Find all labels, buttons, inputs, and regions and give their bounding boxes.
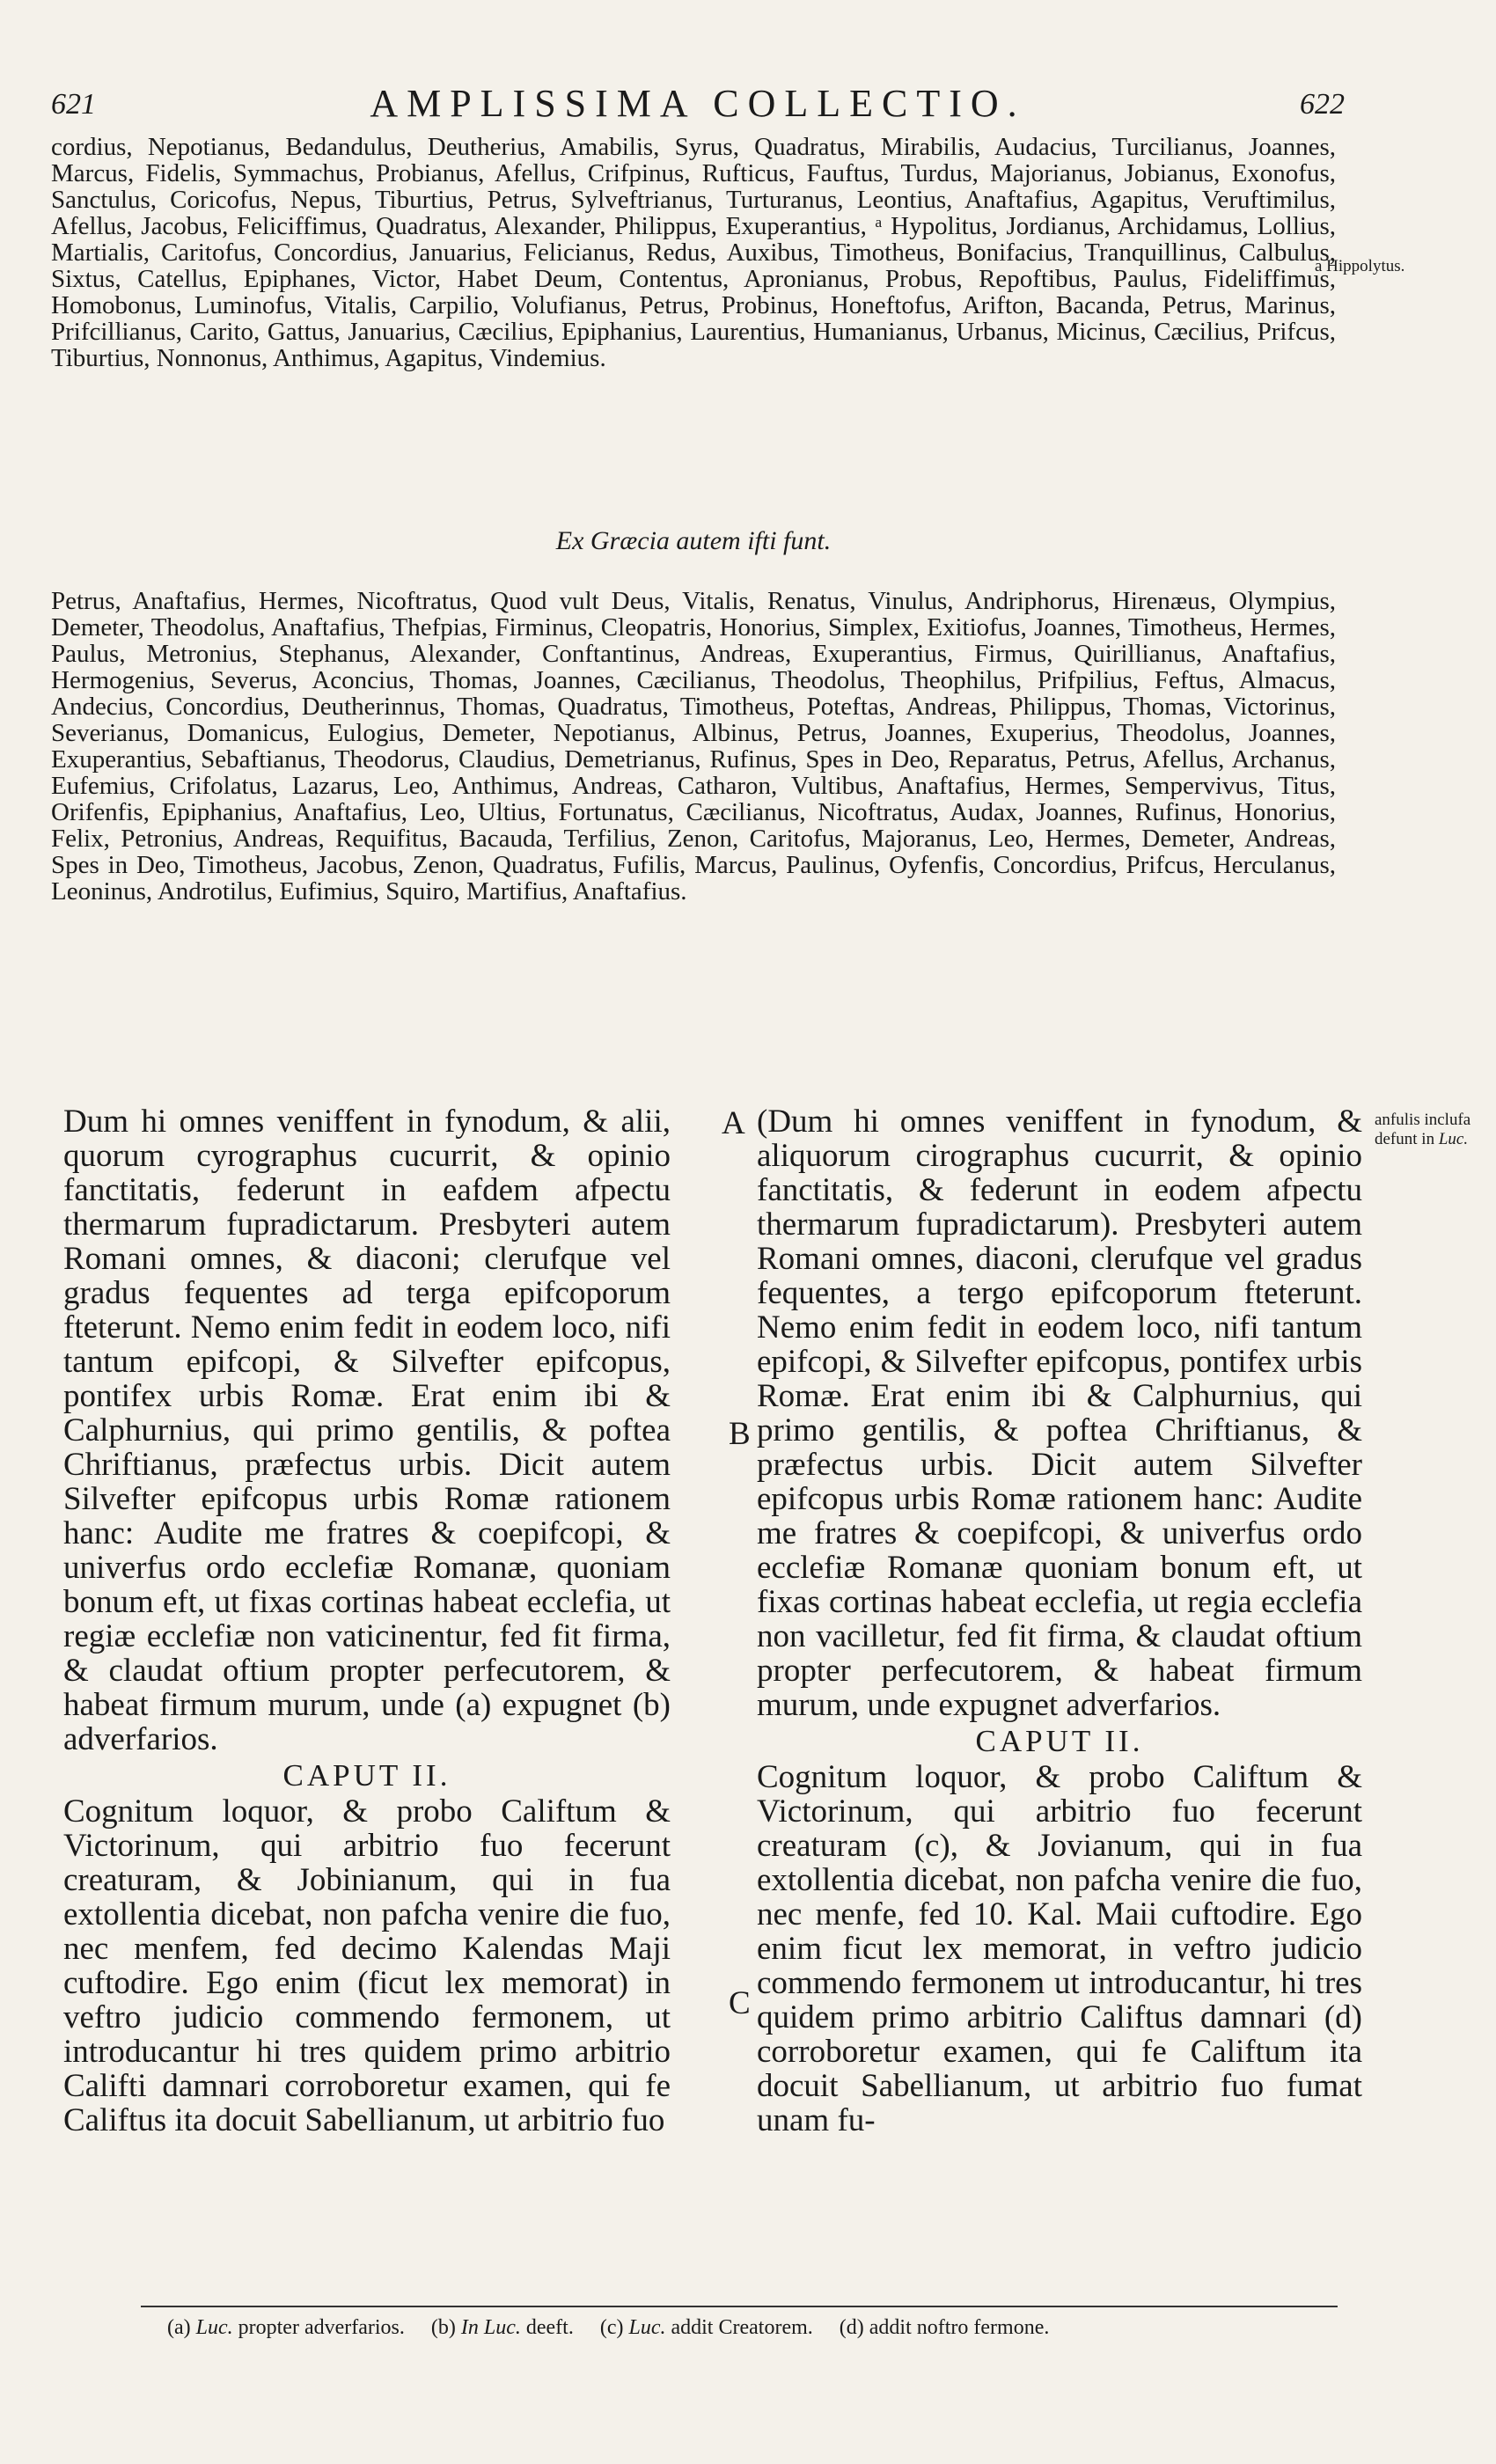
footnote-mark: (c) xyxy=(599,2316,624,2339)
footnote-a xyxy=(167,2316,410,2339)
footnote-c xyxy=(600,2316,818,2339)
margin-note-brackets-text: anfulis inclufa defunt in xyxy=(1375,1111,1471,1148)
footnote-source: Luc. xyxy=(628,2316,666,2339)
footnote-source: Luc. xyxy=(195,2316,233,2339)
footnote-text: addit Creatorem. xyxy=(671,2316,813,2339)
right-column xyxy=(757,1104,1362,2138)
right-page-number: 622 xyxy=(1300,88,1345,121)
footnote-mark: (d) xyxy=(839,2316,864,2339)
page-header xyxy=(51,81,1345,134)
footnotes xyxy=(167,2316,1338,2340)
section-mark-b: B xyxy=(729,1416,751,1452)
footnote-b xyxy=(431,2316,579,2339)
margin-note-brackets-source: Luc. xyxy=(1438,1130,1469,1148)
left-paragraph-2: Cognitum loquor, & probo Califtum & Victorinum, qui arbitrio fuo fecerunt creaturam, & Jobinianum, qui in fua extollentia dicebat, non pafcha venire die fuo, nec menfem, fed decimo Kalendas Maji cuftodire. Ego enim (ficut lex memorat) in veftro judicio commendo fermonem, ut introducantur hi tres quidem primo arbitrio Califti damnari corroboretur examen, qui fe Califtus ita docuit Sabellianum, ut arbitrio fuo xyxy=(63,1793,671,2138)
footnote-mark: (a) xyxy=(167,2316,191,2339)
left-paragraph-1: Dum hi omnes veniffent in fynodum, & alii, quorum cyrographus cucurrit, & opinio fanctitatis, federunt in eafdem afpectu thermarum fupradictarum. Presbyteri autem Romani omnes, & diaconi; clerufque vel gradus fequentes ad terga epifcoporum fteterunt. Nemo enim fedit in eodem loco, nifi tantum epifcopi, & Silvefter epifcopus, pontifex urbis Romæ. Erat enim ibi & Calphurnius, qui primo gentilis, & poftea Chriftianus, præfectus urbis. Dicit autem Silvefter epifcopus urbis Romæ rationem hanc: Audite me fratres & coepifcopi, & univerfus ordo ecclefiæ Romanæ, quoniam bonum eft, ut fixas cortinas habeat ecclefia, ut regiæ ecclefiæ non vaticinentur, fed fit firma, & claudat oftium propter perfecutorem, & habeat firmum murum, unde (a) expugnet (b) adverfarios. xyxy=(63,1104,671,1757)
left-chapter-heading: CAPUT II. xyxy=(282,1758,451,1793)
footnote-source: In Luc. xyxy=(460,2316,521,2339)
footnote-text: propter adverfarios. xyxy=(238,2316,405,2339)
footnote-rule xyxy=(141,2306,1338,2307)
section-mark-c: C xyxy=(729,1985,751,2021)
footnote-text: deeft. xyxy=(525,2316,574,2339)
running-title: AMPLISSIMA COLLECTIO. xyxy=(370,82,1026,125)
footnote-text: addit noftro fermone. xyxy=(869,2316,1050,2339)
left-page-number: 621 xyxy=(51,88,96,121)
latin-signatories-list: cordius, Nepotianus, Bedandulus, Deutherius, Amabilis, Syrus, Quadratus, Mirabilis, Audacius, Turcilianus, Joannes, Marcus, Fidelis, Symmachus, Probianus, Afellus, Crifpinus, Rufticus, Fauftus, Turdus, Majorianus, Jobianus, Exonofus, Sanctulus, Coricofus, Nepus, Tiburtius, Petrus, Sylveftrianus, Turturanus, Leontius, Anaftafius, Agapitus, Veruftimilus, Afellus, Jacobus, Feliciffimus, Quadratus, Alexander, Philippus, Exuperantius, ᵃ Hypolitus, Jordianus, Archidamus, Lollius, Martialis, Caritofus, Concordius, Januarius, Felicianus, Redus, Auxibus, Timotheus, Bonifacius, Tranquillinus, Calbulus, Sixtus, Catellus, Epiphanes, Victor, Habet Deum, Contentus, Apronianus, Probus, Repoftibus, Paulus, Fideliffimus, Homobonus, Luminofus, Vitalis, Carpilio, Volufianus, Petrus, Probinus, Honeftofus, Arifton, Bacanda, Petrus, Marinus, Prifcillianus, Carito, Gattus, Januarius, Cæcilius, Epiphanius, Laurentius, Humanianus, Urbanus, Micinus, Cæcilius, Prifcus, Tiburtius, Nonnonus, Anthimus, Agapitus, Vindemius. xyxy=(51,133,1336,372)
margin-note-brackets xyxy=(1375,1111,1478,1149)
greek-section-heading: Ex Græcia autem ifti funt. xyxy=(555,526,832,555)
margin-note-hippolytus: a Hippolytus. xyxy=(1315,257,1405,275)
section-mark-a: A xyxy=(722,1105,745,1141)
left-column xyxy=(63,1104,671,2138)
footnote-mark: (b) xyxy=(430,2316,456,2339)
right-chapter-heading: CAPUT II. xyxy=(975,1724,1144,1758)
right-paragraph-1: (Dum hi omnes veniffent in fynodum, & aliquorum cirographus cucurrit, & opinio fanctitatis, & federunt in eodem afpectu thermarum fupradictarum). Presbyteri autem Romani omnes, diaconi, clerufque vel gradus fequentes, a tergo epifcoporum fteterunt. Nemo enim fedit in eodem loco, nifi tantum epifcopi, & Silvefter epifcopus, pontifex urbis Romæ. Erat enim ibi & Calphurnius, qui primo gentilis, & poftea Chriftianus, & præfectus urbis. Dicit autem Silvefter epifcopus urbis Romæ rationem hanc: Audite me fratres & coepifcopi, & univerfus ordo ecclefiæ Romanæ quoniam bonum eft, ut fixas cortinas habeat ecclefia, ut regia ecclefia non vacilletur, fed fit firma, & claudat oftium propter perfecutorem, & habeat firmum murum, unde expugnet adverfarios. xyxy=(757,1104,1362,1723)
greek-signatories-list: Petrus, Anaftafius, Hermes, Nicoftratus, Quod vult Deus, Vitalis, Renatus, Vinulus, Andriphorus, Hirenæus, Olympius, Demeter, Theodolus, Anaftafius, Thefpias, Firminus, Cleopatris, Honorius, Simplex, Exitiofus, Joannes, Timotheus, Hermes, Paulus, Metronius, Stephanus, Alexander, Conftantinus, Andreas, Exuperantius, Firmus, Quirillianus, Anaftafius, Hermogenius, Severus, Aconcius, Thomas, Joannes, Cæcilianus, Theodolus, Theophilus, Prifpilius, Feftus, Almacus, Andecius, Concordius, Deutherinnus, Thomas, Quadratus, Timotheus, Poteftas, Andreas, Philippus, Thomas, Victorinus, Severianus, Domanicus, Eulogius, Demeter, Nepotianus, Albinus, Petrus, Joannes, Exuperius, Theodolus, Joannes, Exuperantius, Sebaftianus, Theodorus, Claudius, Demetrianus, Rufinus, Spes in Deo, Reparatus, Petrus, Afellus, Archanus, Eufemius, Crifolatus, Lazarus, Leo, Anthimus, Andreas, Catharon, Vultibus, Anaftafius, Hermes, Sempervivus, Titus, Orifenfis, Epiphanius, Anaftafius, Leo, Ultius, Fortunatus, Cæcilianus, Nicoftratus, Audax, Joannes, Rufinus, Honorius, Felix, Petronius, Andreas, Requifitus, Bacauda, Terfilius, Zenon, Caritofus, Majoranus, Leo, Hermes, Demeter, Andreas, Spes in Deo, Timotheus, Jacobus, Zenon, Quadratus, Fufilis, Marcus, Paulinus, Oyfenfis, Concordius, Prifcus, Herculanus, Leoninus, Androtilus, Eufimius, Squiro, Martifius, Anaftafius. xyxy=(51,587,1336,906)
footnote-d xyxy=(840,2316,1050,2339)
right-paragraph-2: Cognitum loquor, & probo Califtum & Victorinum, qui arbitrio fuo fecerunt creaturam (c), & Jovianum, qui in fua extollentia dicebat, non pafcha venire die fuo, nec menfe, fed 10. Kal. Maii cuftodire. Ego enim ficut lex memorat, in veftro judicio commendo fermonem ut introducantur, hi tres quidem primo arbitrio Califtus damnari (d) corroboretur examen, qui fe Califtum ita docuit Sabellianum, ut arbitrio fuo fumat unam fu- xyxy=(757,1759,1362,2138)
